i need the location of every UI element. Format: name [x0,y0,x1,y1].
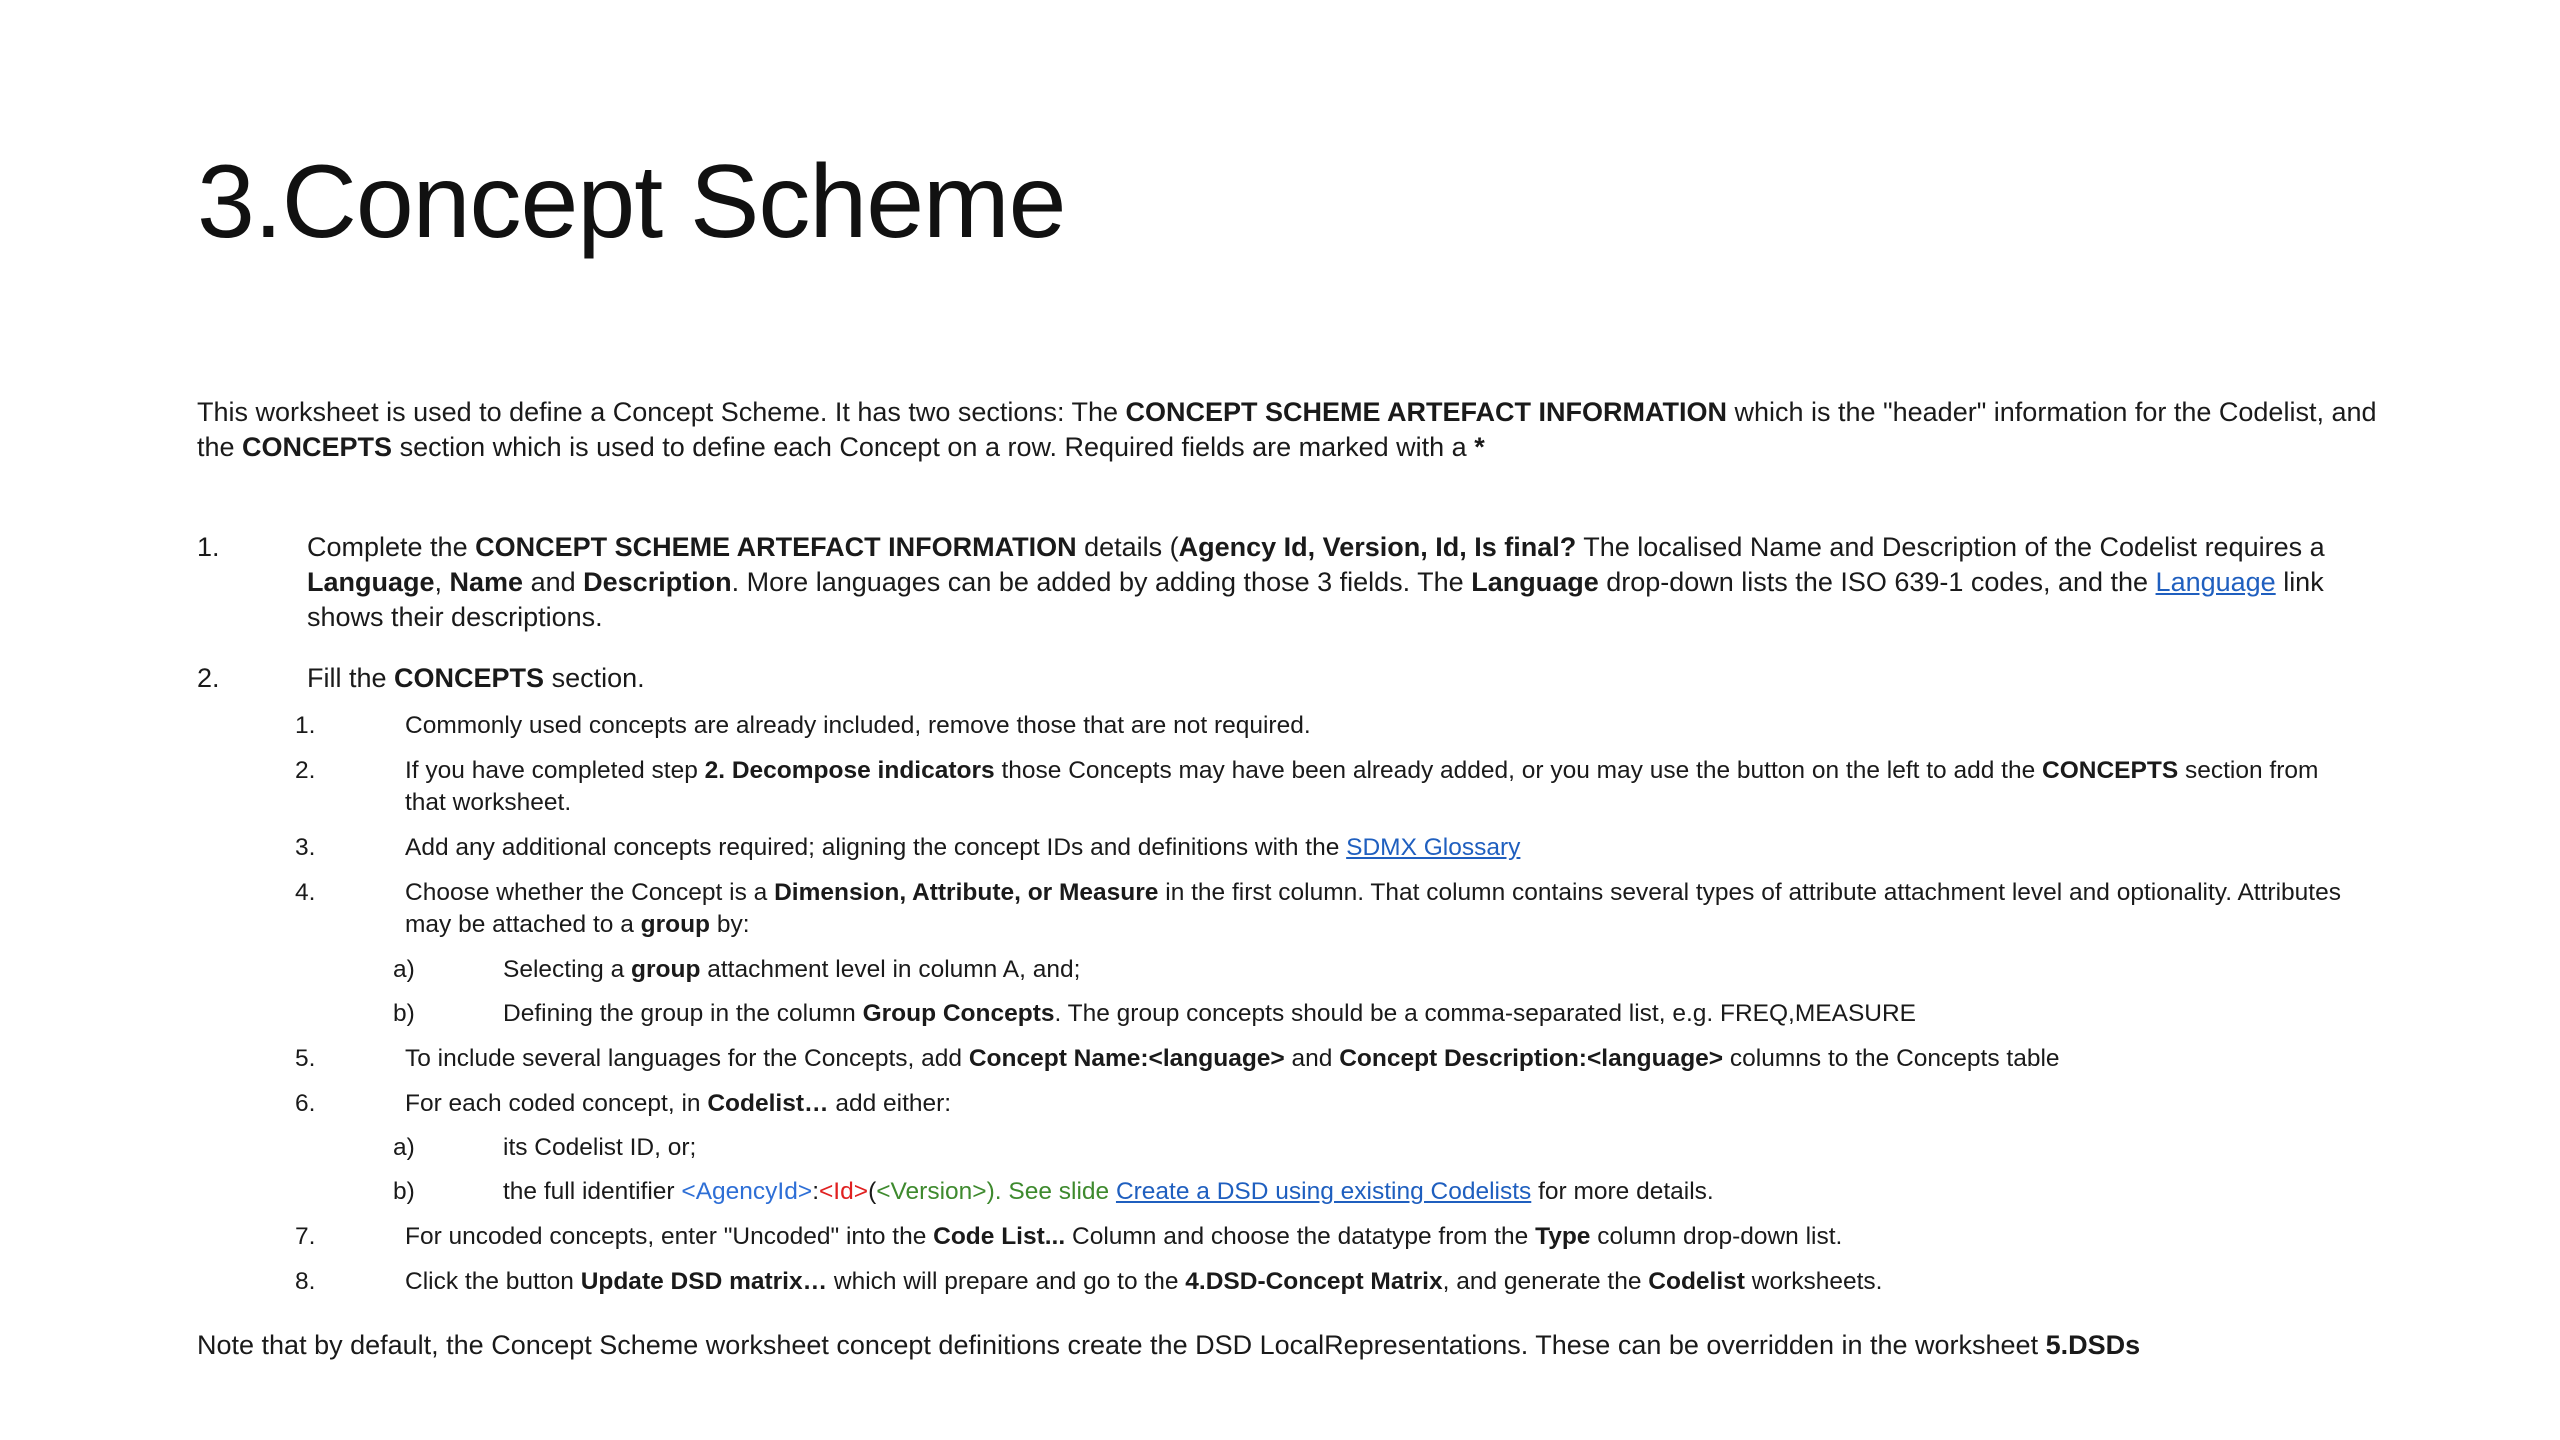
note-bold: 5.DSDs [2045,1330,2141,1360]
substep-bold: 2. Decompose indicators [704,757,995,784]
substep-text: section from that worksheet. [405,757,2319,816]
substep-bold: group [640,911,711,938]
substep-bold: Concept Name:<language> [968,1045,1285,1072]
slide-title: 3.Concept Scheme [197,144,1066,260]
substep-text: For uncoded concepts, enter "Uncoded" into the [405,1223,934,1250]
substep-bold: Concept Description:<language> [1339,1045,1724,1072]
separator: : [812,1178,819,1205]
substep-text: To include several languages for the Concepts, add [405,1045,969,1072]
substep-text: which will prepare and go to the [827,1268,1186,1295]
substep-number: 4. [295,879,316,906]
substep-text: for more details. [1531,1178,1714,1205]
substep-text: . The group concepts should be a comma-separated list, e.g. FREQ,MEASURE [1054,1000,1917,1027]
substep-1 [295,710,2355,742]
substep-text: worksheets. [1744,1268,1883,1295]
substep-text: If you have completed step [405,757,705,784]
step-bold: Language [1471,567,1599,597]
substep-number: 8. [295,1268,316,1295]
step-text: Complete the [307,532,476,562]
step-text: The localised Name and Description of the Codelist requires a [1576,532,2325,562]
step-number: 1. [197,532,220,562]
substep-text: . See slide [994,1178,1116,1205]
language-link[interactable]: Language [2155,567,2276,597]
step-bold: Language [307,567,435,597]
substep-text: the full identifier [503,1178,682,1205]
substep-text: Choose whether the Concept is a [405,879,775,906]
substep-bold: Code List... [933,1223,1066,1250]
substep-text: Column and choose the datatype from the [1065,1223,1536,1250]
substep-bold: Dimension, Attribute, or Measure [774,879,1159,906]
substep-text: its Codelist ID, or; [503,1134,697,1161]
required-marker: * [1474,432,1485,462]
step-text: link shows their descriptions. [307,567,2324,632]
step-bold: CONCEPTS [394,663,545,693]
substep-letter: a) [393,956,415,983]
substep-4 [295,877,2355,941]
step-number: 2. [197,663,220,693]
intro-paragraph [197,395,2397,465]
substep-text: Click the button [405,1268,581,1295]
substep-text: For each coded concept, in [405,1090,708,1117]
substep-text: , and generate the [1442,1268,1649,1295]
substep-bold: Codelist… [707,1090,829,1117]
substep-bold: Codelist [1648,1268,1745,1295]
step-2 [197,661,2397,696]
substep-bold: Group Concepts [862,1000,1055,1027]
sdmx-glossary-link[interactable]: SDMX Glossary [1346,834,1521,861]
substep-3 [295,832,2355,864]
substep-text: column drop-down list. [1590,1223,1843,1250]
note-text: Note that by default, the Concept Scheme worksheet concept definitions create the DSD LocalRepresentations. These can be overridden in the worksheet [197,1330,2046,1360]
substep-number: 6. [295,1090,316,1117]
intro-bold: CONCEPTS [242,432,393,462]
step-1 [197,530,2397,635]
agency-id-token: <AgencyId> [681,1178,813,1205]
substep-4b [393,998,2293,1030]
substep-bold: group [631,956,701,983]
substep-4a [393,954,2293,986]
substep-letter: b) [393,1000,415,1027]
create-dsd-link[interactable]: Create a DSD using existing Codelists [1115,1178,1532,1205]
step-bold: CONCEPT SCHEME ARTEFACT INFORMATION [475,532,1077,562]
substep-text: Add any additional concepts required; aligning the concept IDs and definitions with the [405,834,1347,861]
step-text: and [523,567,584,597]
substep-bold: Type [1535,1223,1591,1250]
substep-text: Defining the group in the column [503,1000,863,1027]
substep-8 [295,1266,2355,1298]
substep-text: Selecting a [503,956,632,983]
id-token: <Id> [819,1178,869,1205]
substep-text: columns to the Concepts table [1723,1045,2060,1072]
substep-letter: b) [393,1178,415,1205]
substep-number: 7. [295,1223,316,1250]
separator: ( [868,1178,877,1205]
substep-letter: a) [393,1134,415,1161]
footer-note [197,1328,2497,1363]
substep-number: 2. [295,757,316,784]
substep-text: and [1284,1045,1340,1072]
step-text: Fill the [307,663,395,693]
substep-bold: 4.DSD-Concept Matrix [1185,1268,1443,1295]
step-text: section. [544,663,645,693]
intro-text: which is the "header" information for the Codelist, and the [197,397,2377,462]
step-bold: Name [449,567,524,597]
substep-text: attachment level in column A, and; [700,956,1081,983]
substep-number: 5. [295,1045,316,1072]
substep-text: in the first column. That column contains several types of attribute attachment level and optionality. Attributes may be attached to a [405,879,2341,938]
substep-text: Commonly used concepts are already included, remove those that are not required. [405,712,1311,739]
step-text: . More languages can be added by adding those 3 fields. The [731,567,1472,597]
intro-text: This worksheet is used to define a Concept Scheme. It has two sections: The [197,397,1126,427]
version-token: <Version>) [876,1178,995,1205]
substep-2 [295,755,2355,819]
intro-text: section which is used to define each Concept on a row. Required fields are marked with a [392,432,1475,462]
substep-6b [393,1176,2293,1208]
intro-bold: CONCEPT SCHEME ARTEFACT INFORMATION [1125,397,1727,427]
substep-bold: CONCEPTS [2042,757,2179,784]
substep-7 [295,1221,2355,1253]
substep-bold: Update DSD matrix… [580,1268,828,1295]
substep-6a [393,1132,2293,1164]
substep-number: 3. [295,834,316,861]
step-bold: Agency Id, Version, Id, Is final? [1178,532,1577,562]
substep-text: by: [710,911,750,938]
substep-6 [295,1088,2355,1120]
substep-5 [295,1043,2355,1075]
step-text: drop-down lists the ISO 639-1 codes, and the [1598,567,2156,597]
step-text: details ( [1076,532,1179,562]
step-bold: Description [583,567,732,597]
substep-number: 1. [295,712,316,739]
substep-text: add either: [828,1090,952,1117]
substep-text: those Concepts may have been already added, or you may use the button on the left to add the [994,757,2043,784]
step-text: , [434,567,450,597]
